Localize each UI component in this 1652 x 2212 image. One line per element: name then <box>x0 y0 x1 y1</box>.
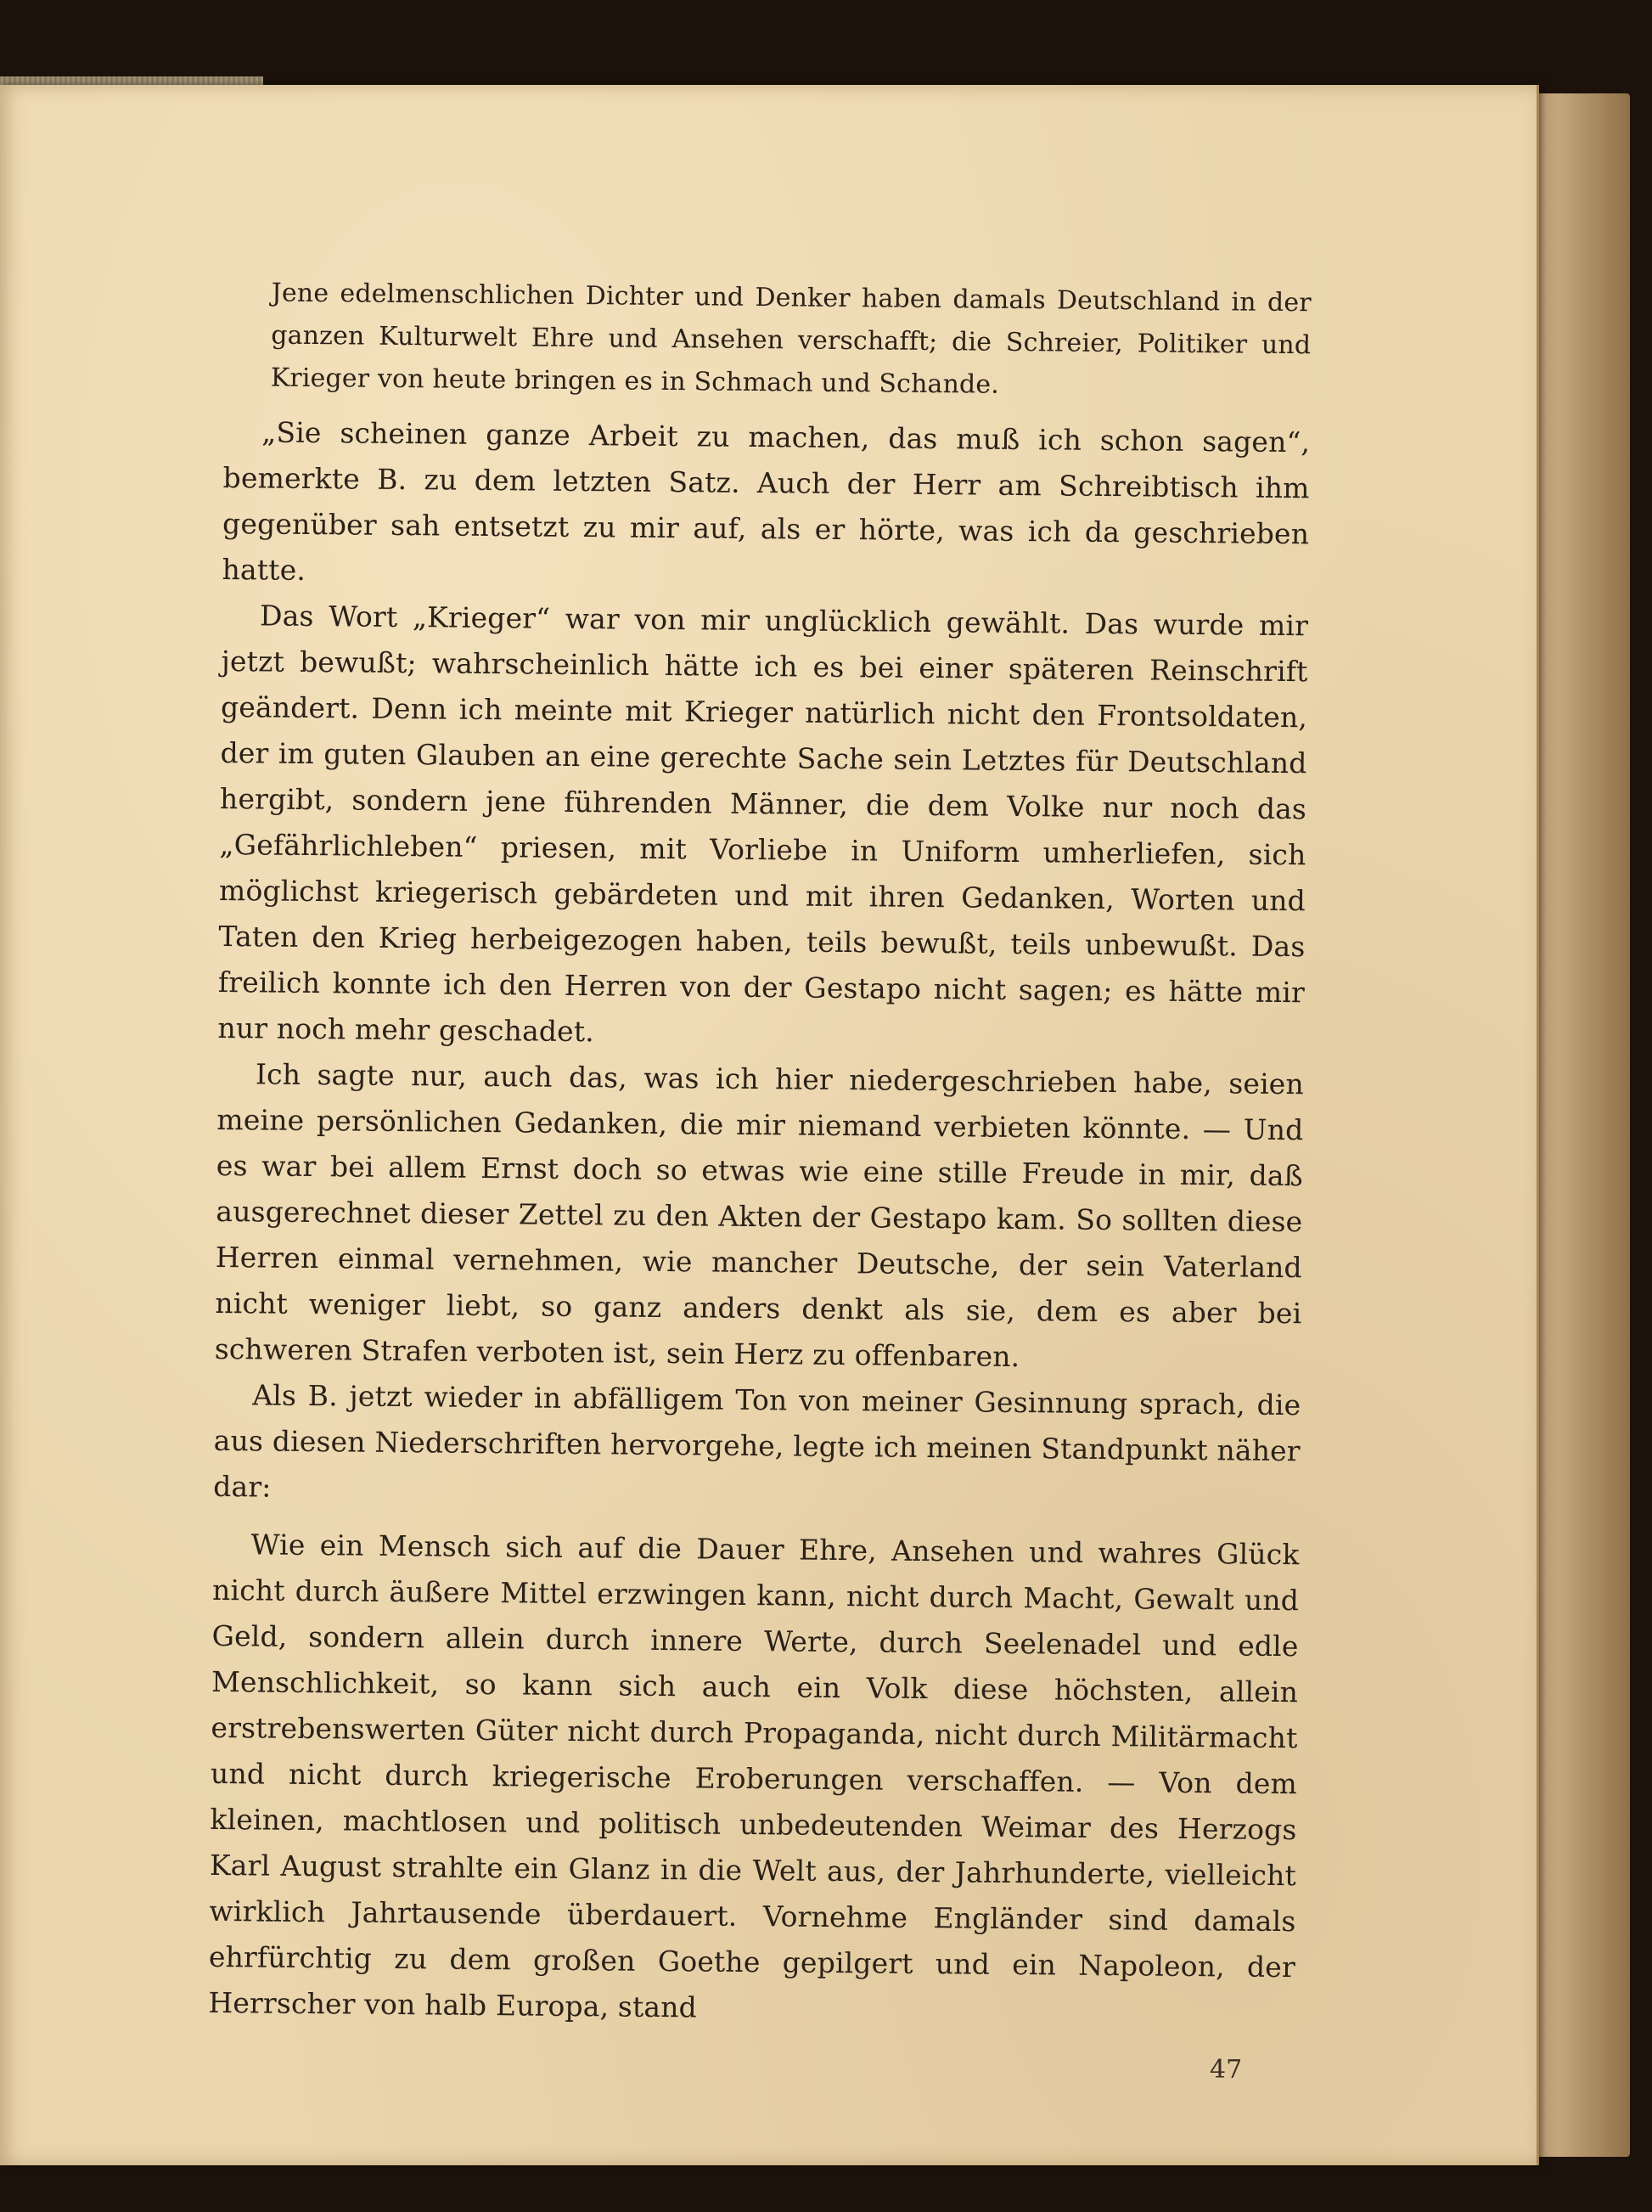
page-number: 47 <box>1210 2055 1243 2085</box>
paragraph: Als B. jetzt wieder in abfälligem Ton von meiner Gesinnung sprach, die aus diesen Niederschriften hervorgehe, legte ich meinen Standpunkt näher dar: <box>213 1378 1301 1504</box>
paragraph: Ich sagte nur, auch das, was ich hier niedergeschrieben habe, seien meine persönlichen Gedanken, die mir niemand verbieten könnte. — Und es war bei allem Ernst doch so etwas wie eine stille Freude in mir, daß ausgerechnet dieser Zettel zu den Akten der Gestapo kam. So sollten diese Herren einmal vernehmen, wie mancher Deutsche, der sein Vaterland nicht weniger liebt, so ganz anders denkt als sie, dem es aber bei schweren Strafen verboten ist, sein Herz zu offenbaren. <box>214 1057 1305 1374</box>
paragraph: „Sie scheinen ganze Arbeit zu machen, das muß ich schon sagen“, bemerkte B. zu dem letzten Satz. Auch der Herr am Schreibtisch ihm gegenüber sah entsetzt zu mir auf, als er hörte, was ich da geschrieben hatte. <box>222 415 1311 587</box>
paragraph-quote: Jene edelmenschlichen Dichter und Denker haben damals Deutschland in der ganzen Kulturwelt Ehre und Ansehen verschafft; die Schreier, Politiker und Krieger von heute bringen es in Schmach und Schande. <box>270 278 1312 400</box>
paragraph: Das Wort „Krieger“ war von mir unglücklich gewählt. Das wurde mir jetzt bewußt; wahrscheinlich hätte ich es bei einer späteren Reinschrift geändert. Denn ich meinte mit Krieger natürlich nicht den Frontsoldaten, der im guten Glauben an eine gerechte Sache sein Letztes für Deutschland hergibt, sondern jene führenden Männer, die dem Volke nur noch das „Gefährlichleben“ priesen, mit Vorliebe in Uniform umherliefen, sich möglichst kriegerisch gebärdeten und mit ihren Gedanken, Worten und Taten den Krieg herbeigezogen haben, teils bewußt, teils unbewußt. Das freilich konnte ich den Herren von der Gestapo nicht sagen; es hätte mir nur noch mehr geschadet. <box>217 599 1309 1049</box>
book-page <box>0 85 1539 2165</box>
paragraph: Wie ein Mensch sich auf die Dauer Ehre, Ansehen und wahres Glück nicht durch äußere Mittel erzwingen kann, nicht durch Macht, Gewalt und Geld, sondern allein durch innere Werte, durch Seelenadel und edle Menschlichkeit, so kann sich auch ein Volk diese höchsten, allein erstrebenswerten Güter nicht durch Propaganda, nicht durch Militärmacht und nicht durch kriegerische Eroberungen verschaffen. — Von dem kleinen, machtlosen und politisch unbedeutenden Weimar des Herzogs Karl August strahlte ein Glanz in die Welt aus, der Jahrhunderte, vielleicht wirklich Jahrtausende überdauert. Vornehme Engländer sind damals ehrfürchtig zu dem großen Goethe gepilgert und ein Napoleon, der Herrscher von halb Europa, stand <box>208 1528 1300 2024</box>
page-text <box>208 272 1312 2036</box>
